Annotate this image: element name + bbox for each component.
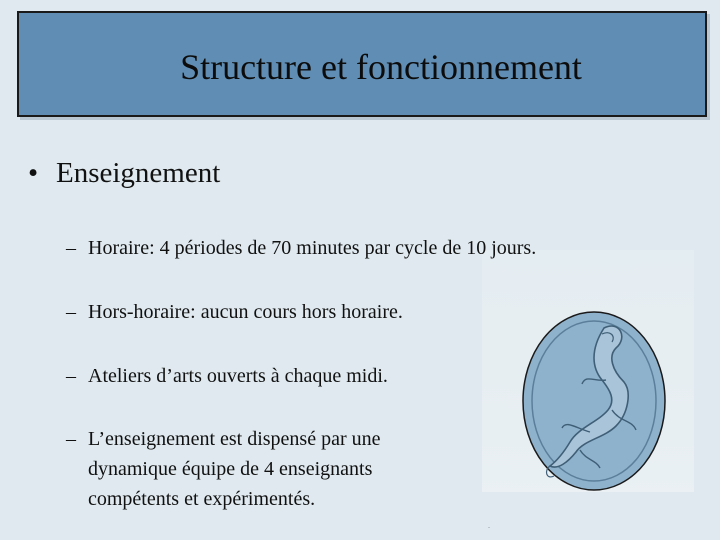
dash: – bbox=[66, 237, 76, 259]
dash: – bbox=[66, 301, 76, 323]
dash: – bbox=[66, 428, 76, 450]
dash: – bbox=[66, 365, 76, 387]
sub-item-text: Horaire: 4 périodes de 70 minutes par cycle de 10 jours. bbox=[88, 237, 537, 259]
sub-item-schedule bbox=[66, 233, 536, 263]
footnote-mark: . bbox=[488, 521, 490, 530]
slide-title: Structure et fonctionnement bbox=[180, 47, 582, 87]
sub-item-continuation: compétents et expérimentés. bbox=[88, 488, 316, 510]
title-banner bbox=[17, 11, 707, 117]
sub-item-text: Ateliers d’arts ouverts à chaque midi. bbox=[88, 365, 388, 387]
sub-item-text: Hors-horaire: aucun cours hors horaire. bbox=[88, 301, 403, 323]
salamander-medallion-icon bbox=[520, 310, 670, 494]
bullet-dot: • bbox=[28, 157, 39, 189]
sub-item-workshops bbox=[66, 361, 388, 391]
main-bullet-text: Enseignement bbox=[56, 157, 221, 189]
main-bullet bbox=[28, 157, 220, 190]
sub-item-extra bbox=[66, 297, 403, 327]
sub-item-teaching bbox=[66, 424, 381, 514]
sub-item-continuation: dynamique équipe de 4 enseignants bbox=[88, 458, 373, 480]
sub-item-text: L’enseignement est dispensé par une bbox=[88, 428, 381, 450]
